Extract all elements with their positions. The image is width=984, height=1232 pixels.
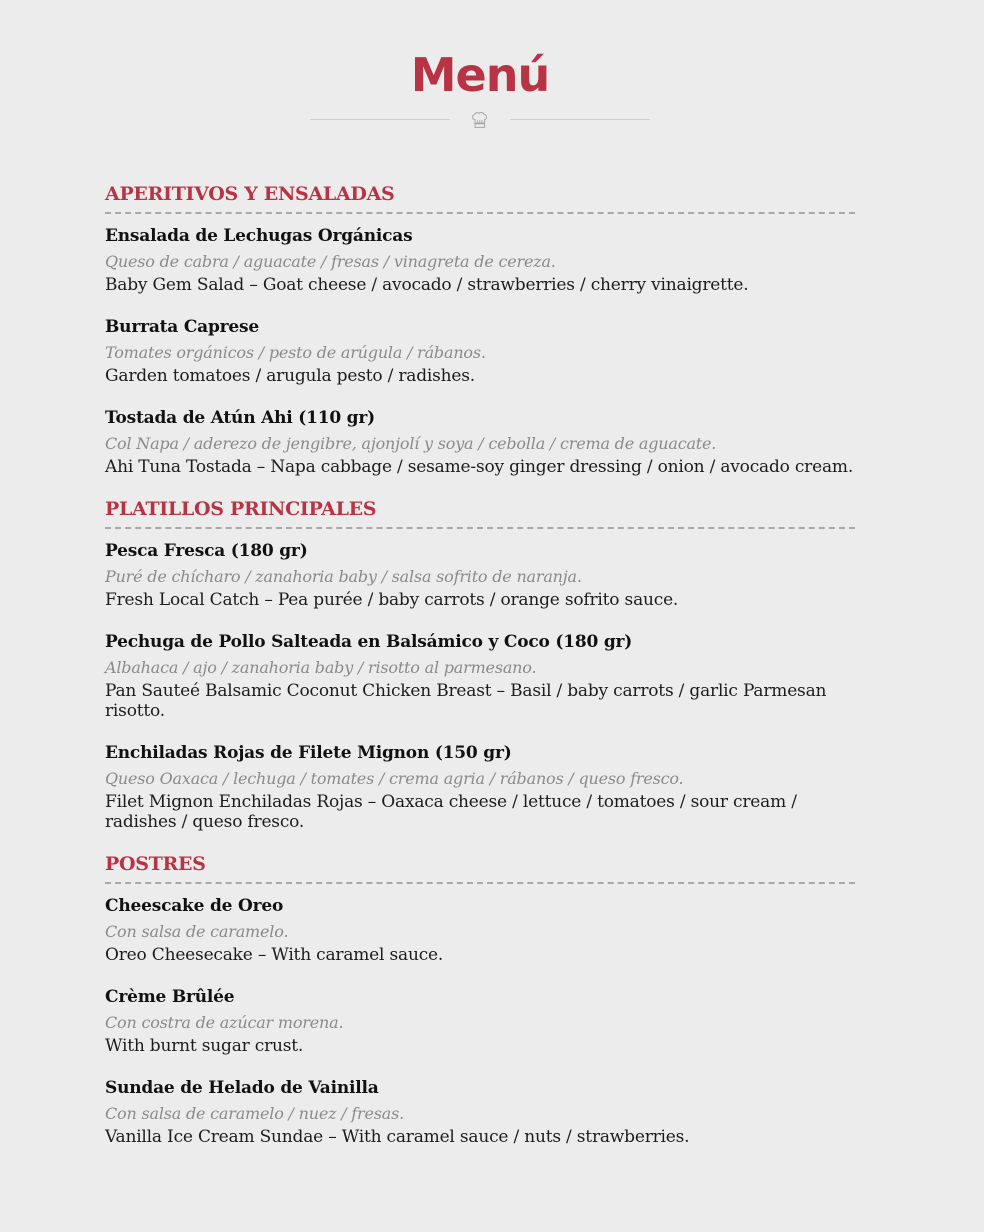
menu-item <box>105 224 855 295</box>
section-title: POSTRES <box>105 850 855 884</box>
item-name: Tostada de Atún Ahi (110 gr) <box>105 408 375 428</box>
item-description-en: With burnt sugar crust. <box>105 1036 304 1056</box>
page-title: Menú <box>410 47 550 102</box>
divider-line-left <box>310 119 450 120</box>
item-description-en: Ahi Tuna Tostada – Napa cabbage / sesame-soy ginger dressing / onion / avocado cream. <box>105 457 854 477</box>
menu-content <box>105 180 855 1165</box>
menu-item <box>105 741 855 832</box>
chef-hat-icon <box>470 111 490 129</box>
item-description-es: Con costra de azúcar morena. <box>105 1013 344 1032</box>
item-description-es: Puré de chícharo / zanahoria baby / salsa sofrito de naranja. <box>105 567 582 586</box>
title-divider <box>310 108 650 132</box>
item-description-en: Filet Mignon Enchiladas Rojas – Oaxaca cheese / lettuce / tomatoes / sour cream / radishes / queso fresco. <box>105 792 797 832</box>
menu-item <box>105 630 855 721</box>
item-description-es: Queso Oaxaca / lechuga / tomates / crema agria / rábanos / queso fresco. <box>105 769 684 788</box>
section-title: APERITIVOS Y ENSALADAS <box>105 180 855 214</box>
item-description-en: Baby Gem Salad – Goat cheese / avocado / strawberries / cherry vinaigrette. <box>105 275 749 295</box>
item-name: Pechuga de Pollo Salteada en Balsámico y Coco (180 gr) <box>105 632 633 652</box>
item-description-es: Col Napa / aderezo de jengibre, ajonjolí y soya / cebolla / crema de aguacate. <box>105 434 717 453</box>
item-description-en: Fresh Local Catch – Pea purée / baby carrots / orange sofrito sauce. <box>105 590 679 610</box>
item-name: Crème Brûlée <box>105 987 235 1007</box>
menu-item <box>105 894 855 965</box>
section-main-dishes <box>105 495 855 832</box>
item-description-es: Queso de cabra / aguacate / fresas / vinagreta de cereza. <box>105 252 556 271</box>
section-appetizers-salads <box>105 180 855 477</box>
item-name: Pesca Fresca (180 gr) <box>105 541 308 561</box>
menu-item <box>105 985 855 1056</box>
menu-item <box>105 315 855 386</box>
item-name: Cheescake de Oreo <box>105 896 284 916</box>
item-name: Burrata Caprese <box>105 317 260 337</box>
item-name: Enchiladas Rojas de Filete Mignon (150 gr) <box>105 743 512 763</box>
item-description-en: Garden tomatoes / arugula pesto / radishes. <box>105 366 475 386</box>
item-name: Sundae de Helado de Vainilla <box>105 1078 379 1098</box>
item-description-es: Albahaca / ajo / zanahoria baby / risotto al parmesano. <box>105 658 537 677</box>
divider-line-right <box>510 119 650 120</box>
item-description-en: Vanilla Ice Cream Sundae – With caramel sauce / nuts / strawberries. <box>105 1127 690 1147</box>
section-title: PLATILLOS PRINCIPALES <box>105 495 855 529</box>
item-description-es: Tomates orgánicos / pesto de arúgula / rábanos. <box>105 343 486 362</box>
item-description-en: Pan Sauteé Balsamic Coconut Chicken Breast – Basil / baby carrots / garlic Parmesan risotto. <box>105 681 827 721</box>
item-description-en: Oreo Cheesecake – With caramel sauce. <box>105 945 444 965</box>
item-description-es: Con salsa de caramelo. <box>105 922 289 941</box>
menu-item <box>105 539 855 610</box>
menu-item <box>105 406 855 477</box>
item-description-es: Con salsa de caramelo / nuez / fresas. <box>105 1104 404 1123</box>
item-name: Ensalada de Lechugas Orgánicas <box>105 226 413 246</box>
section-desserts <box>105 850 855 1147</box>
menu-item <box>105 1076 855 1147</box>
